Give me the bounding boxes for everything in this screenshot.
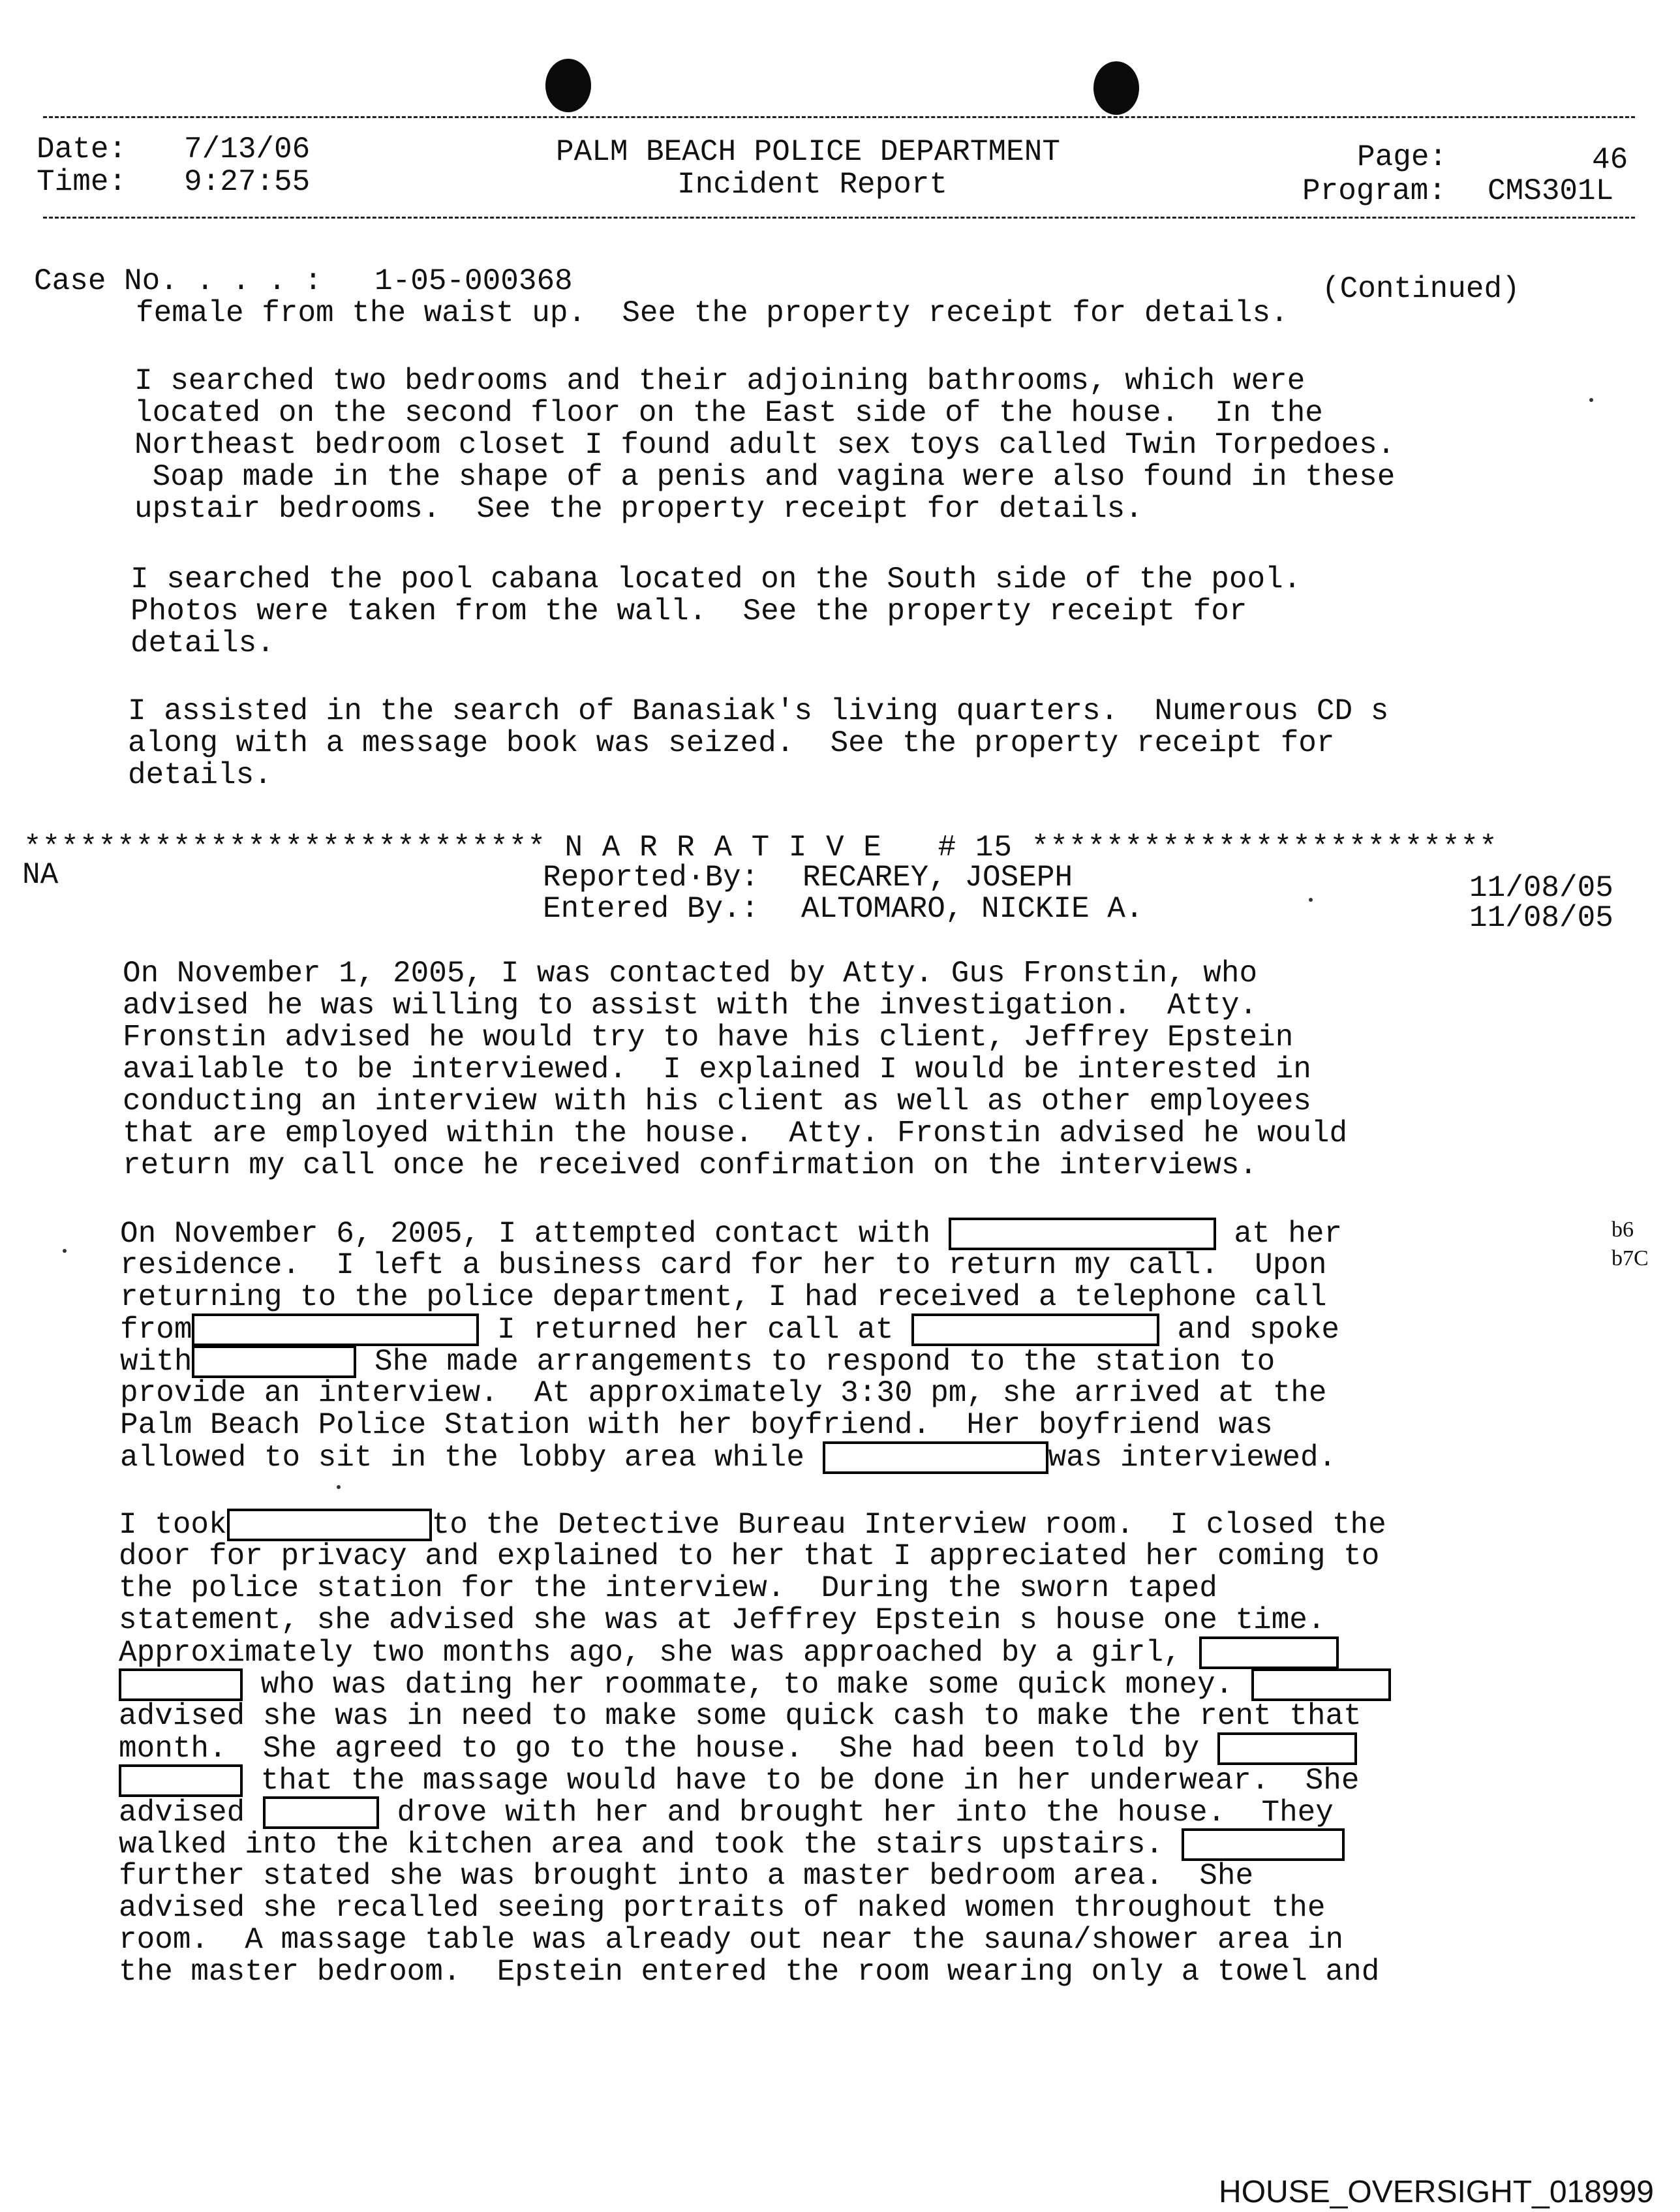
text-line: that the massage would have to be done in her underwear. She [119,1764,1554,1796]
text-line: residence. I left a business card for her to return my call. Upon [120,1248,1327,1282]
continued-label: (Continued) [1322,272,1520,306]
scan-speck [1309,898,1313,902]
narrative-paragraph-1 [123,958,1558,1182]
redaction-box [949,1218,1216,1250]
redaction-box [1251,1668,1391,1701]
text-line: I assisted in the search of Banasiak's living quarters. Numerous CD s [128,694,1389,728]
page-number: 46 [1592,143,1628,177]
text-line: Soap made in the shape of a penis and vagina were also found in these [134,460,1396,494]
punch-hole-left [545,59,591,112]
program-label: Program: [1302,174,1446,208]
report-type: Incident Report [677,168,948,202]
text-line: On November 1, 2005, I was contacted by Atty. Gus Fronstin, who [123,957,1258,991]
bates-number: HOUSE_OVERSIGHT_018999 [1219,2175,1654,2209]
text-line: Fronstin advised he would try to have his client, Jeffrey Epstein [123,1021,1294,1054]
continued-paragraph-1 [136,298,1571,330]
text-line: I searched the pool cabana located on the South side of the pool. [130,562,1302,596]
redaction-box [1182,1828,1345,1861]
redaction-box [1199,1636,1339,1669]
program-value: CMS301L [1488,174,1614,208]
narrative-banner: **************************** N A R R A T I V E # 15 ************************* [23,831,1498,865]
text-line: I took to the Detective Bureau Interview room. I closed the [119,1508,1386,1543]
scan-speck [1589,398,1593,402]
text-line: room. A massage table was already out near the sauna/shower area in [119,1923,1344,1957]
text-line: statement, she advised she was at Jeffrey Epstein s house one time. [119,1603,1326,1637]
exemption-code-b7c: b7C [1611,1246,1649,1270]
redaction-box [119,1764,243,1797]
continued-paragraph-2 [134,365,1570,525]
text-line: walked into the kitchen area and took the stairs upstairs. [119,1828,1554,1860]
redaction-box [227,1509,432,1541]
text-line: from I returned her call at and spoke [120,1313,1339,1347]
text-line: details. [130,626,275,660]
narrative-paragraph-3 [119,1509,1554,1988]
case-label: Case No. . . . : [34,264,322,298]
text-line: the master bedroom. Epstein entered the room wearing only a towel and [119,1955,1380,1989]
text-line: that are employed within the house. Atty. Fronstin advised he would [123,1116,1348,1150]
date-label: Date: [37,132,127,166]
page-label: Page: [1357,140,1448,174]
text-line: returning to the police department, I had received a telephone call [120,1280,1327,1314]
narrative-code: NA [22,858,59,892]
redaction-box [823,1441,1048,1474]
text-line: Palm Beach Police Station with her boyfriend. Her boyfriend was [120,1408,1273,1442]
text-line: Approximately two months ago, she was approached by a girl, [119,1636,1554,1668]
text-line: provide an interview. At approximately 3:30 pm, she arrived at the [120,1376,1327,1410]
exemption-code-b6: b6 [1611,1218,1634,1242]
text-line: further stated she was brought into a master bedroom area. She [119,1859,1254,1893]
text-line: who was dating her roommate, to make some quick money. [119,1668,1554,1700]
text-line: advised he was willing to assist with the investigation. Atty. [123,989,1258,1022]
text-line: Photos were taken from the wall. See the property receipt for [130,594,1247,628]
continued-paragraph-4 [128,696,1563,791]
text-line: month. She agreed to go to the house. She had been told by [119,1732,1554,1764]
punch-hole-right [1093,61,1139,115]
scan-speck [63,1249,67,1253]
header-rule-top [43,116,1635,118]
scan-speck [337,1485,341,1489]
text-line: available to be interviewed. I explained I would be interested in [123,1052,1311,1086]
text-line: allowed to sit in the lobby area while was interviewed. [120,1441,1337,1475]
text-line: advised she recalled seeing portraits of naked women throughout the [119,1891,1326,1925]
text-line: with She made arrangements to respond to the station to [120,1345,1275,1379]
reported-by-name: RECAREY, JOSEPH [802,861,1073,895]
redaction-box [192,1313,479,1346]
continued-paragraph-3 [130,564,1566,660]
date-value: 7/13/06 [184,132,311,166]
text-line: On November 6, 2005, I attempted contact with at her [120,1217,1343,1252]
redaction-box [1217,1732,1357,1765]
narrative-paragraph-2 [120,1218,1555,1473]
case-number: 1-05-000368 [374,264,573,298]
text-line: conducting an interview with his client as well as other employees [123,1084,1311,1118]
reported-date: 11/08/05 [1469,871,1613,905]
entered-by-label: Entered By.: [543,892,759,926]
text-line: along with a message book was seized. See the property receipt for [128,726,1335,760]
text-line: Northeast bedroom closet I found adult sex toys called Twin Torpedoes. [134,428,1396,462]
reported-by-label: Reported·By: [543,861,759,895]
redaction-box [119,1668,243,1701]
redaction-box [192,1345,356,1378]
header-rule-bottom [43,217,1635,219]
text-line: return my call once he received confirmation on the interviews. [123,1148,1258,1182]
entered-date: 11/08/05 [1469,901,1613,935]
entered-by-name: ALTOMARO, NICKIE A. [801,892,1144,926]
text-line: I searched two bedrooms and their adjoining bathrooms, which were [134,364,1306,398]
redaction-box [911,1313,1159,1346]
department-name: PALM BEACH POLICE DEPARTMENT [556,135,1060,169]
text-line: details. [128,758,272,792]
text-line: advised drove with her and brought her into the house. They [119,1796,1334,1830]
text-line: upstair bedrooms. See the property receipt for details. [134,492,1143,526]
redaction-box [263,1796,379,1829]
time-label: Time: [37,165,127,199]
text-line: the police station for the interview. During the sworn taped [119,1571,1217,1605]
text-line: advised she was in need to make some quick cash to make the rent that [119,1699,1362,1733]
text-line: female from the waist up. See the property receipt for details. [136,296,1289,330]
text-line: located on the second floor on the East side of the house. In the [134,396,1323,430]
time-value: 9:27:55 [184,165,311,199]
text-line: door for privacy and explained to her that I appreciated her coming to [119,1539,1380,1573]
